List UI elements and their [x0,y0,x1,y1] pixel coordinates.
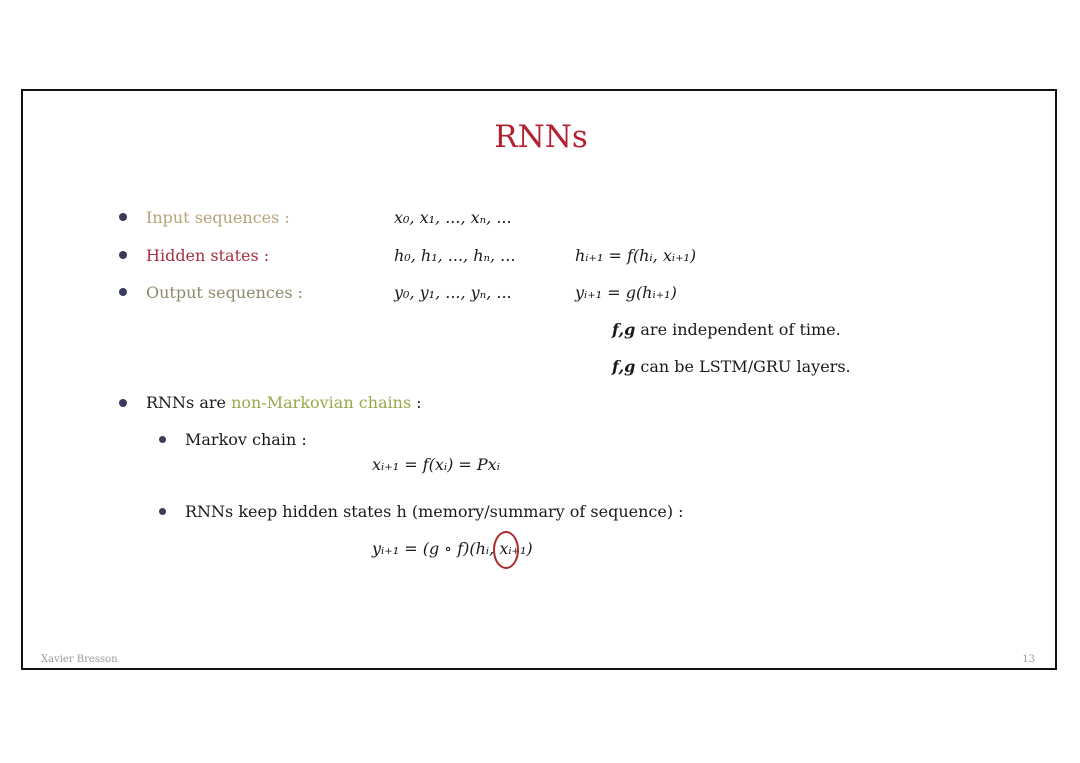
hidden-sequence: h₀, h₁, ..., hₙ, ... [394,246,516,265]
bullet-icon [119,288,127,296]
output-sequence: y₀, y₁, ..., yₙ, ... [394,283,512,302]
bullet-icon [119,213,127,221]
rnn-prefix: RNNs are [146,393,232,412]
note-text: are independent of time. [635,320,841,339]
highlight-ring [493,531,519,569]
bullet-icon [119,399,127,407]
slide-title: RNNs [494,119,588,155]
markov-equation: xᵢ₊₁ = f(xᵢ) = Pxᵢ [372,455,500,474]
rnn-eq-h: hᵢ [475,539,490,558]
rnn-hidden-label: RNNs keep hidden states h (memory/summary of sequence) : [185,502,684,521]
note-independent [612,320,841,339]
rnn-statement [146,393,422,412]
output-equation: yᵢ₊₁ = g(hᵢ₊₁) [575,283,677,302]
bullet-icon [119,251,127,259]
rnn-eq-left: yᵢ₊₁ = (g ∘ f)( [372,539,476,558]
rnn-highlight: non-Markovian chains [231,393,412,412]
note-text: can be LSTM/GRU layers. [635,357,851,376]
rnn-suffix: : [411,393,422,412]
rnn-eq-right: , xᵢ₊₁) [489,539,533,558]
markov-label: Markov chain : [185,430,307,449]
note-lstm [612,357,851,376]
input-label: Input sequences : [146,208,290,227]
slide-frame [21,89,1057,670]
page-number: 13 [1022,654,1035,665]
input-sequence: x₀, x₁, ..., xₙ, ... [394,208,512,227]
hidden-label: Hidden states : [146,246,270,265]
note-fg: f,g [612,357,636,376]
note-fg: f,g [612,320,636,339]
hidden-equation: hᵢ₊₁ = f(hᵢ, xᵢ₊₁) [575,246,697,265]
sub-bullet-icon [159,436,166,443]
footer-author: Xavier Bresson [41,654,118,665]
output-label: Output sequences : [146,283,304,302]
sub-bullet-icon [159,508,166,515]
